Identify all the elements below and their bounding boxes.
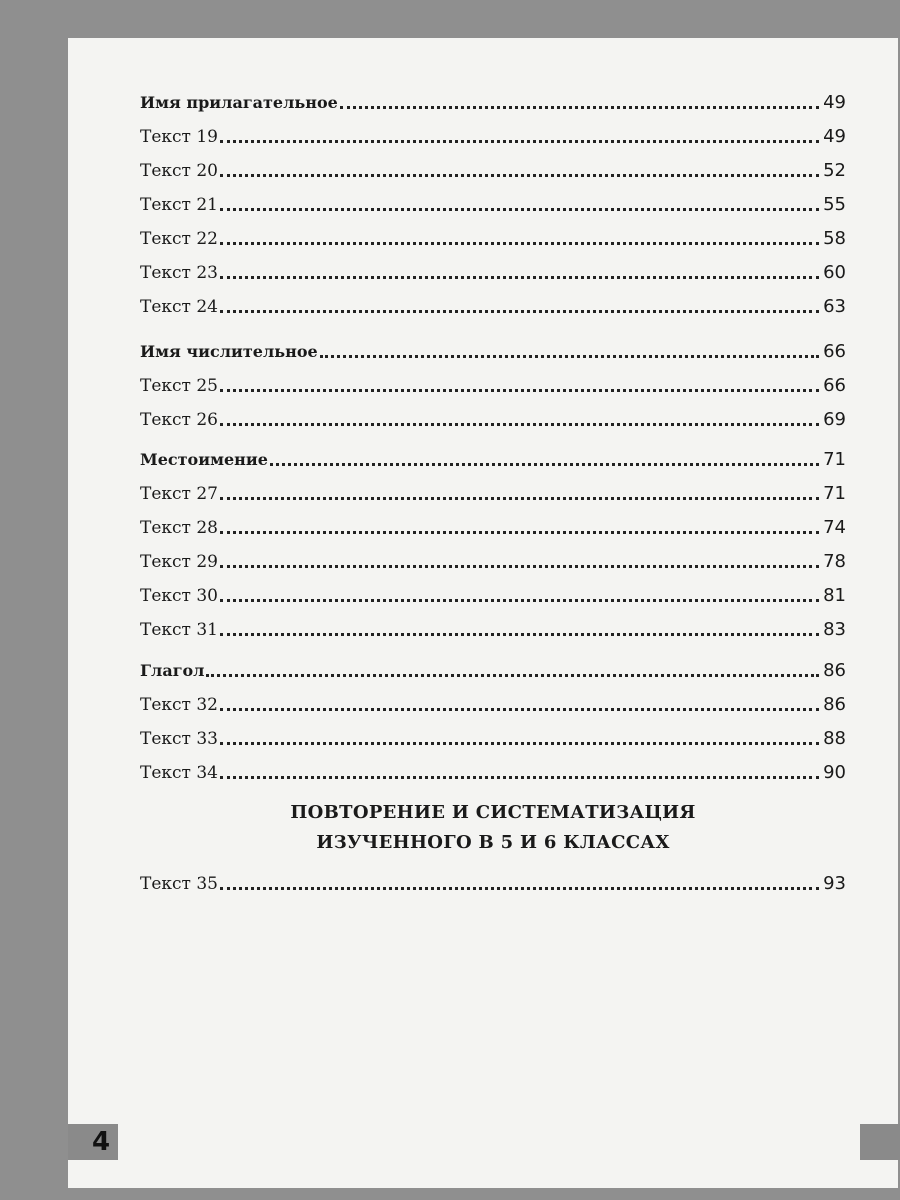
toc-entry-page: 71: [823, 483, 846, 504]
toc-entry-page: 86: [823, 660, 846, 681]
toc-entry-page: 52: [823, 160, 846, 181]
dot-leader: [206, 674, 819, 677]
toc-item-row: [140, 216, 846, 250]
dot-leader: [220, 565, 819, 568]
toc-entry-label: Текст 24: [140, 297, 218, 317]
toc-entry-label: Текст 26: [140, 410, 218, 430]
dot-leader: [220, 708, 819, 711]
dot-leader: [220, 423, 819, 426]
dot-leader: [270, 463, 819, 466]
toc-item-row: [140, 471, 846, 505]
toc-item-row: [140, 750, 846, 784]
toc-entry-label: Текст 29: [140, 552, 218, 572]
toc-entry-label: Текст 23: [140, 263, 218, 283]
toc-entry-label: Имя числительное: [140, 342, 318, 361]
toc-entry-label: Текст 35: [140, 874, 218, 894]
toc-entry-page: 78: [823, 551, 846, 572]
dot-leader: [220, 776, 819, 779]
toc-entry-page: 49: [823, 126, 846, 147]
toc-item-row: [140, 505, 846, 539]
toc-item-row: [140, 148, 846, 182]
toc-item-row: [140, 607, 846, 641]
toc-entry-page: 58: [823, 228, 846, 249]
dot-leader: [220, 497, 819, 500]
toc-item-row: [140, 363, 846, 397]
toc-entry-label: Текст 28: [140, 518, 218, 538]
toc-entry-label: Текст 25: [140, 376, 218, 396]
dot-leader: [220, 276, 819, 279]
toc-entry-label: Текст 20: [140, 161, 218, 181]
dot-leader: [220, 140, 819, 143]
dot-leader: [220, 599, 819, 602]
toc-entry-label: Текст 30: [140, 586, 218, 606]
toc-item-row: [140, 716, 846, 750]
toc-entry-page: 71: [823, 449, 846, 470]
toc-item-row: [140, 539, 846, 573]
toc-item-row: [140, 250, 846, 284]
toc-entry-page: 49: [823, 92, 846, 113]
toc-entry-page: 66: [823, 375, 846, 396]
toc-entry-page: 83: [823, 619, 846, 640]
toc-item-row: [140, 397, 846, 431]
toc-entry-label: Текст 21: [140, 195, 218, 215]
dot-leader: [340, 106, 819, 109]
section-heading-line-2: ИЗУЧЕННОГО В 5 И 6 КЛАССАХ: [316, 832, 670, 853]
toc-entry-label: Текст 34: [140, 763, 218, 783]
toc-entry-label: Имя прилагательное: [140, 93, 338, 112]
page-number: 4: [92, 1127, 111, 1157]
toc-entry-page: 86: [823, 694, 846, 715]
dot-leader: [320, 355, 819, 358]
toc-entry-page: 81: [823, 585, 846, 606]
dot-leader: [220, 389, 819, 392]
toc-section-row: [140, 648, 846, 682]
dot-leader: [220, 208, 819, 211]
dot-leader: [220, 174, 819, 177]
toc-item-row: [140, 182, 846, 216]
toc-item-row: [140, 114, 846, 148]
toc-entry-label: Текст 32: [140, 695, 218, 715]
toc-entry-page: 93: [823, 873, 846, 894]
toc-entry-label: Текст 33: [140, 729, 218, 749]
page-corner-tab-right: [860, 1124, 900, 1160]
dot-leader: [220, 531, 819, 534]
toc-entry-page: 69: [823, 409, 846, 430]
toc-entry-label: Текст 22: [140, 229, 218, 249]
toc-entry-label: Местоимение: [140, 450, 268, 469]
toc-item-row: [140, 682, 846, 716]
toc-entry-page: 88: [823, 728, 846, 749]
toc-entry-page: 66: [823, 341, 846, 362]
dot-leader: [220, 887, 819, 890]
toc-item-row: [140, 573, 846, 607]
dot-leader: [220, 242, 819, 245]
dot-leader: [220, 633, 819, 636]
toc-entry-page: 90: [823, 762, 846, 783]
toc-section-row: [140, 329, 846, 363]
toc-entry-label: Текст 19: [140, 127, 218, 147]
toc-item-row: [140, 861, 846, 895]
toc-entry-page: 55: [823, 194, 846, 215]
section-heading-line-1: ПОВТОРЕНИЕ И СИСТЕМАТИЗАЦИЯ: [290, 802, 696, 823]
toc-section-row: [140, 437, 846, 471]
toc-item-row: [140, 284, 846, 318]
dot-leader: [220, 310, 819, 313]
toc-entry-label: Глагол: [140, 661, 205, 680]
toc-entry-label: Текст 31: [140, 620, 218, 640]
dot-leader: [220, 742, 819, 745]
toc-entry-label: Текст 27: [140, 484, 218, 504]
toc-entry-page: 63: [823, 296, 846, 317]
toc-entry-page: 74: [823, 517, 846, 538]
toc-entry-page: 60: [823, 262, 846, 283]
toc-section-row: [140, 80, 846, 114]
